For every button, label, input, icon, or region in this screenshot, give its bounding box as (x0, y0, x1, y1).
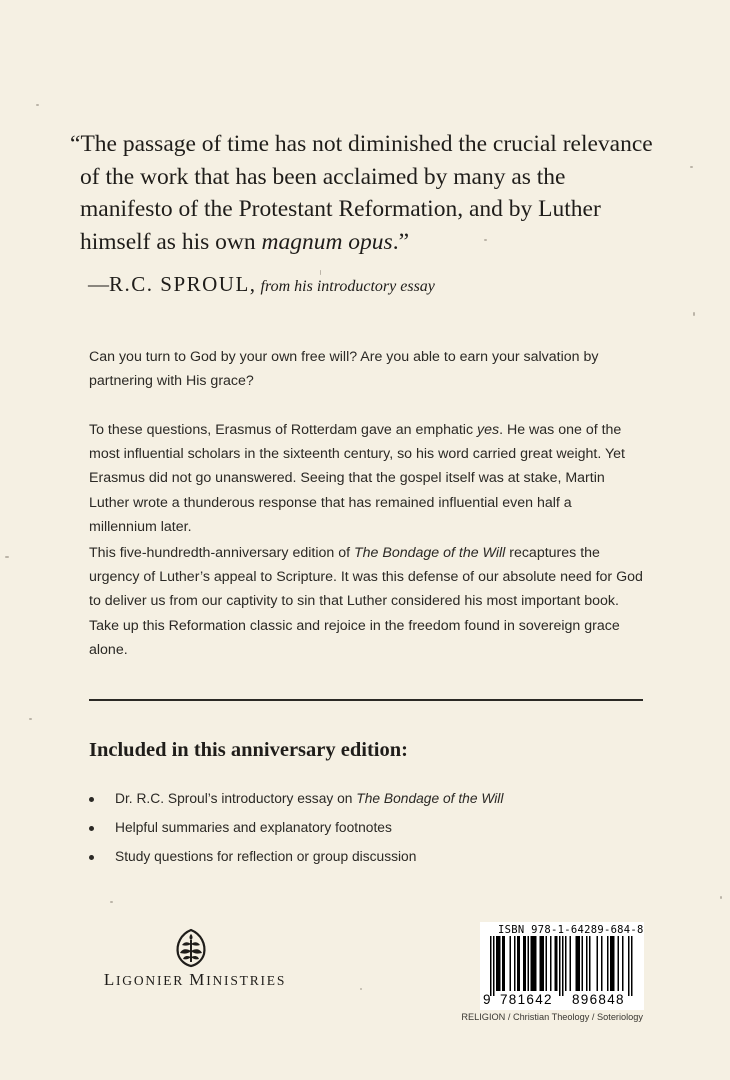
barcode-bar (525, 936, 527, 991)
barcode-left-group: 781642 (500, 992, 553, 1007)
attribution-name: R.C. SPROUL, (109, 272, 257, 296)
barcode-bar (535, 936, 537, 991)
paper-speck (36, 104, 39, 106)
barcode-bar (556, 936, 558, 991)
barcode-bar (514, 936, 516, 991)
barcode-digits (483, 992, 643, 1007)
barcode-bar (510, 936, 512, 991)
pull-quote (70, 128, 660, 258)
barcode-bar (576, 936, 578, 991)
barcode-bar (562, 936, 564, 996)
paper-speck (693, 312, 695, 316)
barcode-bar (589, 936, 591, 991)
barcode-bar (610, 936, 612, 991)
barcode-bar (565, 936, 567, 991)
p2-emphasis: yes (477, 422, 500, 438)
quote-emphasis: magnum opus (261, 228, 393, 255)
item-2-text: Helpful summaries and explanatory footnotes (115, 820, 392, 835)
barcode-bar (579, 936, 581, 991)
barcode-bar (498, 936, 500, 991)
barcode-bar (555, 936, 557, 991)
barcode-bar (534, 936, 536, 991)
barcode-bar (582, 936, 584, 991)
p3-book-title: The Bondage of the Will (353, 545, 506, 561)
p2-text-before: To these questions, Erasmus of Rotterdam gave an emphatic (89, 422, 477, 438)
paper-speck (5, 556, 9, 558)
section-divider (89, 699, 643, 701)
included-heading: Included in this anniversary edition: (89, 739, 408, 761)
description-paragraph-2 (89, 418, 643, 539)
barcode-bar (570, 936, 572, 991)
list-item (89, 817, 649, 846)
quote-open-mark: “ (70, 131, 81, 157)
bullet-icon (89, 797, 94, 802)
barcode-bar (601, 936, 603, 991)
barcode-bars (480, 936, 644, 996)
p2-text-after: . He was one of the most influential scholars in the sixteenth century, so his word carried great weight. Yet Erasmus did not go unanswered. Seeing that the gospel itself was at stake, Martin Luther wrote a thunderous response that has remained influential even half a millennium later. (89, 422, 625, 535)
barcode-bar (519, 936, 521, 991)
barcode-bar (496, 936, 498, 991)
attribution-source: from his introductory essay (260, 278, 435, 295)
quote-text: The passage of time has not diminished the crucial relevance of the work that has been acclaimed by many as the manifesto of the Protestant Reformation, and by Luther himself as his own (80, 131, 653, 255)
item-1-book-title: The Bondage of the Will (356, 791, 504, 806)
quote-close: .” (392, 228, 409, 255)
paper-speck (690, 166, 693, 168)
barcode-bar (502, 936, 504, 991)
barcode-bar (523, 936, 525, 991)
barcode-bar (559, 936, 561, 996)
barcode-bar (541, 936, 543, 991)
bullet-icon (89, 855, 94, 860)
barcode-bar (612, 936, 614, 991)
barcode-bar (546, 936, 548, 991)
barcode-bar (499, 936, 501, 991)
barcode-bar (517, 936, 519, 991)
barcode-bar (613, 936, 615, 991)
barcode-first-digit: 9 (483, 992, 491, 1007)
description-paragraph-1: Can you turn to God by your own free will? Are you able to earn your salvation by partnering with His grace? (89, 349, 599, 390)
barcode-bar (532, 936, 534, 991)
barcode-bar (493, 936, 495, 996)
paper-speck (110, 901, 113, 903)
description-paragraph-3 (89, 541, 643, 662)
quote-attribution (88, 272, 435, 297)
barcode-bar (504, 936, 506, 991)
barcode-bar (622, 936, 624, 991)
barcode-bar (543, 936, 545, 991)
barcode-bar (531, 936, 533, 991)
barcode-bar (586, 936, 588, 991)
barcode-bar (550, 936, 552, 991)
ligonier-tree-icon (172, 928, 210, 968)
barcode-bar (490, 936, 492, 996)
p3-text-before: This five-hundredth-anniversary edition of (89, 545, 354, 561)
isbn-label: ISBN 978-1-64289-684-8 (498, 924, 644, 936)
included-list (89, 788, 649, 875)
paper-speck (360, 988, 362, 990)
publisher-name: LIGONIER MINISTRIES (103, 970, 287, 989)
barcode-bar (618, 936, 620, 991)
paper-speck (720, 896, 722, 899)
barcode-bar (577, 936, 579, 991)
barcode-bar (607, 936, 609, 991)
item-1-text: Dr. R.C. Sproul’s introductory essay on (115, 791, 357, 806)
barcode-right-group: 896848 (572, 992, 625, 1007)
barcode-bar (628, 936, 630, 996)
list-item (89, 788, 649, 817)
attribution-dash: — (88, 272, 109, 296)
item-3-text: Study questions for reflection or group discussion (115, 849, 417, 864)
paper-speck (29, 718, 32, 720)
barcode-bar (631, 936, 633, 996)
barcode-bar (540, 936, 542, 991)
p3-text-after: recaptures the urgency of Luther’s appeal to Scripture. It was this defense of our absolute need for God to deliver us from our captivity to sin that Luther considered his most important book. Take up this Reformation classic and rejoice in the freedom found in sovereign grace alone. (89, 545, 643, 658)
barcode-bar (528, 936, 530, 991)
bullet-icon (89, 826, 94, 831)
list-item (89, 846, 649, 875)
barcode-bar (597, 936, 599, 991)
book-category: RELIGION / Christian Theology / Soteriology (461, 1012, 643, 1022)
